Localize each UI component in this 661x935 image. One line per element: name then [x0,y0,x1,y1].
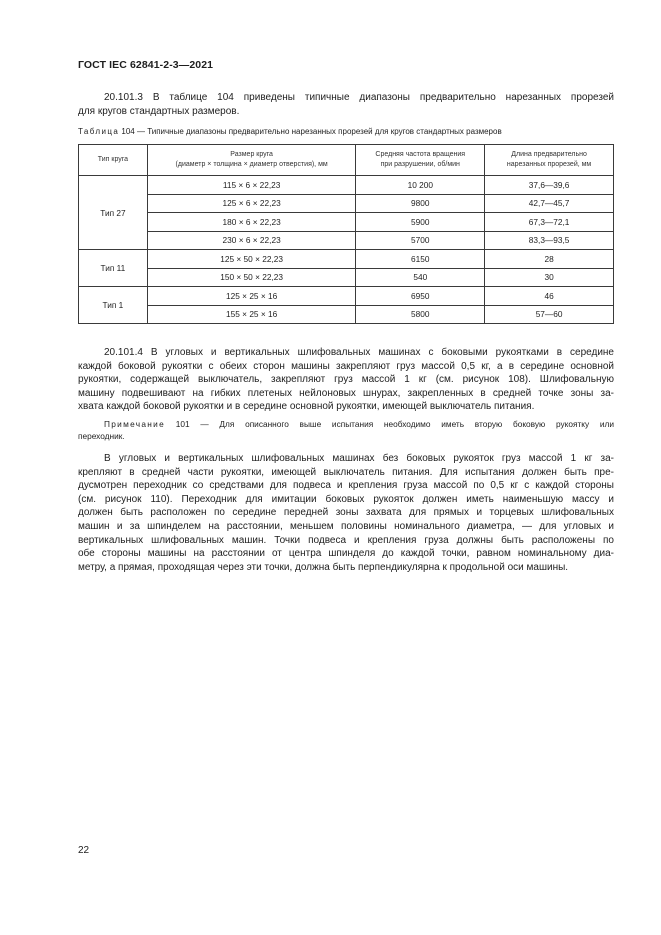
cell-size: 115 × 6 × 22,23 [147,176,356,195]
table-row [79,287,614,306]
paragraph-line: крепляют в средней части рукоятки, имеющей выключатель питания. Для испытания должен быть пре- [78,466,614,478]
cell-wheel-type: Тип 11 [79,250,148,287]
cell-wheel-type: Тип 1 [79,287,148,324]
paragraph-line: вертикальных шлифовальных машин. Точки подвеса и крепления груза должны быть расположены по [78,534,614,546]
header-wheel-size [147,145,356,176]
header-burst-speed [356,145,485,176]
paragraph-line: хвата каждой боковой рукоятки и в середине основной рукоятки, имеющей выключатель питания. [78,401,535,413]
paragraph-line: машин и за шпинделем на расстоянии, меньшем половины номинального диаметра, — для угловых и [78,520,614,532]
table-row [79,176,614,195]
table-row [79,250,614,269]
cell-length: 83,3—93,5 [485,231,614,250]
paragraph-line: должен быть расположен по середине передней зоны захвата для прямых и торцевых шлифовальных [78,507,614,519]
cell-length: 37,6—39,6 [485,176,614,195]
header-slot-length [485,145,614,176]
cell-size: 230 × 6 × 22,23 [147,231,356,250]
note-line: переходник. [78,431,125,441]
cell-length: 46 [485,287,614,306]
cell-size: 155 × 25 × 16 [147,305,356,324]
paragraph-line: дусмотрен переходник со средствами для подвеса и крепления груза массой по 0,5 кг с каждой стороны [78,480,614,492]
cell-length: 67,3—72,1 [485,213,614,232]
paragraph-line: В угловых и вертикальных шлифовальных машинах без боковых рукояток груз массой 1 кг за- [104,453,614,464]
note-text: 101 — Для описанного выше испытания необходимо иметь вторую боковую рукоятку или [175,419,614,429]
paragraph-line: рукоятки, содержащей выключатель, закрепляют груз массой 1 кг (см. рисунок 108). Шлифовальную [78,374,614,386]
page-number: 22 [78,845,90,856]
cell-speed: 6950 [356,287,485,306]
cell-length: 30 [485,268,614,287]
paragraph-20-101-3 [78,91,614,118]
paragraph-no-side-handles [78,452,614,574]
paragraph-line: метру, а прямая, проходящая через эти точки, должна быть перпендикулярна к продольной оси машины. [78,561,569,573]
table-header-row [79,145,614,176]
wheel-slots-table [78,144,614,324]
paragraph-line: обе стороны машины на расстоянии от центра шпинделя до каждой точки, равном номинальному диа- [78,548,614,560]
note-101 [78,418,614,442]
table-row [79,194,614,213]
cell-size: 180 × 6 × 22,23 [147,213,356,232]
table-row [79,231,614,250]
document-header: ГОСТ IEC 62841-2-3—2021 [78,59,214,71]
cell-size: 125 × 50 × 22,23 [147,250,356,269]
paragraph-line: каждой боковой рукоятки с обеих сторон машины закрепляют груз массой 0,5 кг, а в середине основной [78,360,614,372]
table-row [79,268,614,287]
table-caption-label: Таблица [78,127,120,136]
paragraph-line: 20.101.4 В угловых и вертикальных шлифовальных машинах с боковыми рукоятками в середине [104,347,614,358]
table-caption-text: 104 — Типичные диапазоны предварительно нарезанных прорезей для кругов стандартных размеров [121,127,502,136]
cell-speed: 9800 [356,194,485,213]
header-wheel-type: Тип круга [79,145,148,176]
header-line: нарезанных прорезей, мм [506,161,592,168]
note-line [78,418,614,430]
cell-speed: 5700 [356,231,485,250]
header-line: при разрушении, об/мин [380,161,460,168]
cell-length: 28 [485,250,614,269]
paragraph-line: 20.101.3 В таблице 104 приведены типичные диапазоны предварительно нарезанных прорезей [104,92,614,103]
paragraph-line: машину подвешивают на гибких плетеных нейлоновых шнурах, закрепленных в средней точке зоны за- [78,387,614,399]
table-caption [78,127,618,136]
header-line: Средняя частота вращения [375,151,466,158]
cell-speed: 5900 [356,213,485,232]
note-label: Примечание [104,419,166,429]
table-row [79,213,614,232]
cell-wheel-type: Тип 27 [79,176,148,250]
header-line: Длина предварительно [511,151,587,158]
cell-size: 125 × 6 × 22,23 [147,194,356,213]
header-line: (диаметр × толщина × диаметр отверстия), мм [175,161,328,168]
cell-speed: 540 [356,268,485,287]
paragraph-line: (см. рисунок 110). Переходник для имитации боковых рукояток должен иметь наименьшую массу и [78,493,614,505]
header-line: Размер круга [230,151,273,158]
cell-length: 42,7—45,7 [485,194,614,213]
cell-speed: 5800 [356,305,485,324]
cell-speed: 6150 [356,250,485,269]
paragraph-20-101-4 [78,346,614,414]
table-row [79,305,614,324]
cell-size: 150 × 50 × 22,23 [147,268,356,287]
cell-length: 57—60 [485,305,614,324]
cell-size: 125 × 25 × 16 [147,287,356,306]
cell-speed: 10 200 [356,176,485,195]
paragraph-line: для кругов стандартных размеров. [78,105,240,117]
